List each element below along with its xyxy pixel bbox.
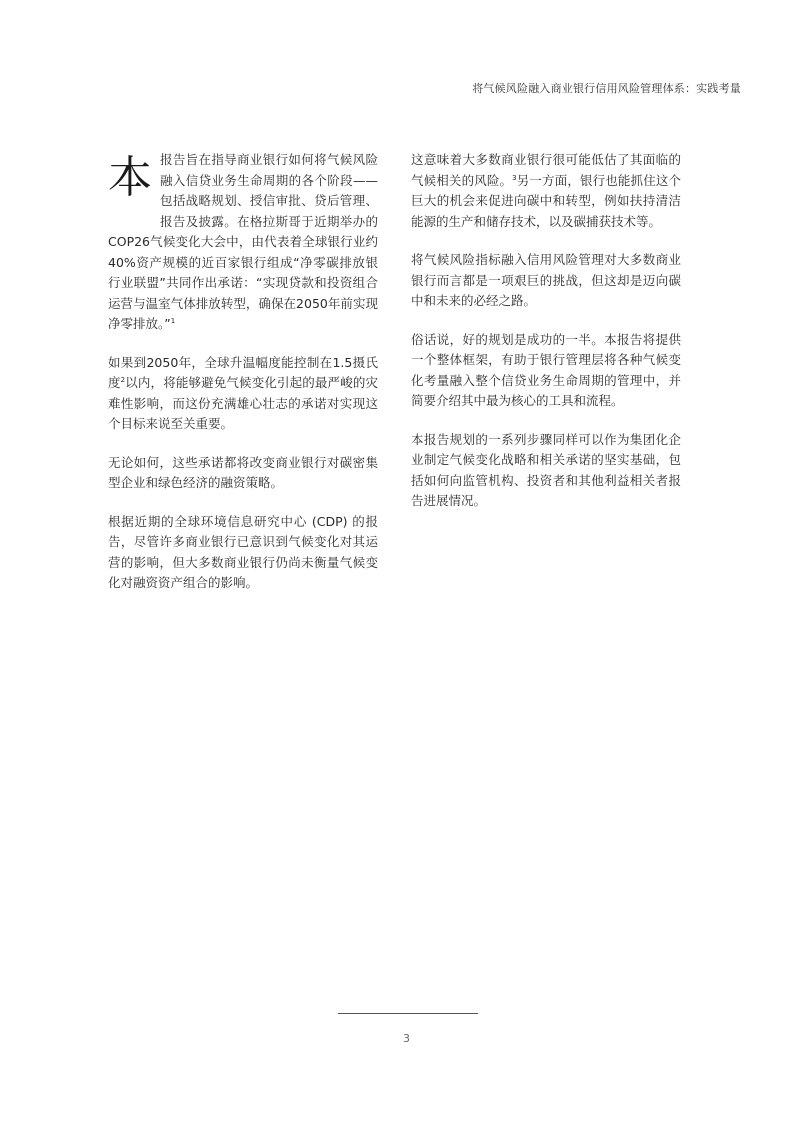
paragraph-text: 如果到2050年，全球升温幅度能控制在1.5摄氏度	[108, 354, 378, 390]
drop-cap: 本	[108, 152, 152, 203]
right-column	[411, 150, 681, 530]
footnote-ref-3[interactable]: 3	[512, 173, 517, 182]
paragraph-warming-target	[108, 353, 378, 435]
footnote-ref-2[interactable]: 2	[120, 375, 126, 384]
running-header: 将气候风险融入商业银行信用风险管理体系：实践考量	[472, 82, 741, 95]
paragraph-cdp-report: 根据近期的全球环境信息研究中心 (CDP) 的报告，尽管许多商业银行已意识到气候变化对其运营的影响，但大多数商业银行仍尚未衡量气候变化对融资资产组合的影响。	[108, 513, 378, 590]
paragraph-text: 这意味着大多数商业银行很可能低估了其面临的气候相关的风险。	[411, 152, 681, 188]
left-column	[108, 150, 378, 612]
paragraph-framework: 俗话说，好的规划是成功的一半。本报告将提供一个整体框架，有助于银行管理层将各种气候变化考量融入整个信贷业务生命周期的管理中，并简要介绍其中最为核心的工具和流程。	[411, 331, 681, 408]
intro-paragraph	[108, 150, 378, 335]
paragraph-underestimated-risk	[411, 150, 681, 232]
paragraph-group-strategy: 本报告规划的一系列步骤同样可以作为集团化企业制定气候变化战略和相关承诺的坚实基础，包括如何向监管机构、投资者和其他利益相关者报告进展情况。	[411, 431, 681, 508]
footnote-ref-1[interactable]: 1	[170, 316, 176, 325]
footer-divider	[338, 1013, 478, 1014]
paragraph-financing-strategy: 无论如何，这些承诺都将改变商业银行对碳密集型企业和绿色经济的融资策略。	[108, 454, 378, 490]
paragraph-text: 另一方面，银行也能抓住这个巨大的机会来促进向碳中和转型，例如扶持清洁能源的生产和储存技术，以及碳捕获技术等。	[411, 172, 681, 229]
paragraph-text: 以内，将能够避免气候变化引起的最严峻的灾难性影响，而这份充满雄心壮志的承诺对实现这个目标来说至关重要。	[108, 375, 378, 431]
page-number: 3	[403, 1032, 410, 1045]
paragraph-challenge: 将气候风险指标融入信用风险管理对大多数商业银行而言都是一项艰巨的挑战，但这却是迈向碳中和未来的必经之路。	[411, 252, 681, 308]
intro-text: 报告旨在指导商业银行如何将气候风险融入信贷业务生命周期的各个阶段——包括战略规划、授信审批、贷后管理、报告及披露。在格拉斯哥于近期举办的COP26气候变化大会中，由代表着全球银行业约40%资产规模的近百家银行组成“净零碳排放银行业联盟”共同作出承诺：“实现贷款和投资组合运营与温室气体排放转型，确保在2050年前实现净零排放。”	[108, 152, 378, 331]
